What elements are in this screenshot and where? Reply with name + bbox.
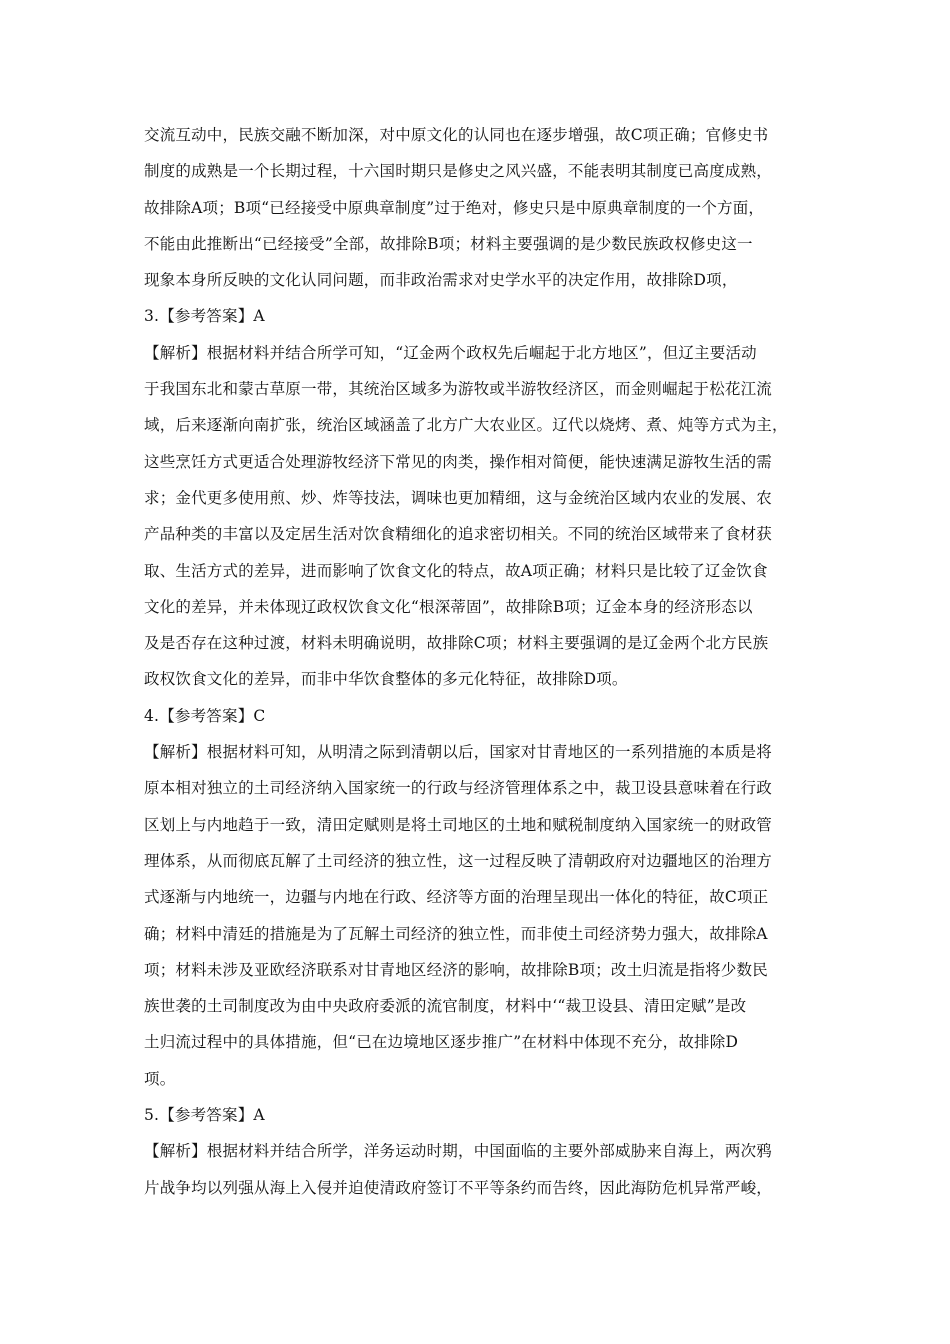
text-line: 式逐渐与内地统一，边疆与内地在行政、经济等方面的治理呈现出一体化的特征，故C项正: [144, 888, 769, 907]
text-line: 域，后来逐渐向南扩张，统治区域涵盖了北方广大农业区。辽代以烧烤、煮、炖等方式为主，: [144, 416, 788, 435]
text-line: 不能由此推断出“已经接受”全部，故排除B项；材料主要强调的是少数民族政权修史这一: [144, 234, 753, 253]
text-line: 片战争均以列强从海上入侵并迫使清政府签订不平等条约而告终，因此海防危机异常严峻，: [144, 1178, 773, 1197]
text-line: 区划上与内地趋于一致，清田定赋则是将土司地区的土地和赋税制度纳入国家统一的财政管: [144, 815, 773, 834]
text-line: 项。: [144, 1069, 176, 1088]
text-line: 文化的差异，并未体现辽政权饮食文化“根深蒂固”，故排除B项；辽金本身的经济形态以: [144, 597, 753, 616]
text-line: 项；材料未涉及亚欧经济联系对甘青地区经济的影响，故排除B项；改土归流是指将少数民: [144, 960, 768, 979]
text-line: 【解析】根据材料可知，从明清之际到清朝以后，国家对甘青地区的一系列措施的本质是将: [144, 743, 773, 762]
text-line: 政权饮食文化的差异，而非中华饮食整体的多元化特征，故排除D项。: [144, 670, 628, 689]
text-line: 这些烹饪方式更适合处理游牧经济下常见的肉类，操作相对简便，能快速满足游牧生活的需: [144, 452, 773, 471]
text-line: 及是否存在这种过渡，材料未明确说明，故排除C项；材料主要强调的是辽金两个北方民族: [144, 634, 769, 653]
text-line: 取、生活方式的差异，进而影响了饮食文化的特点，故A项正确；材料只是比较了辽金饮食: [144, 561, 768, 580]
text-line: 族世袭的土司制度改为由中央政府委派的流官制度，材料中‘“裁卫设县、清田定赋”是改: [144, 997, 747, 1016]
text-line: 交流互动中，民族交融不断加深，对中原文化的认同也在逐步增强，故C项正确；官修史书: [144, 126, 769, 144]
text-line: 原本相对独立的土司经济纳入国家统一的行政与经济管理体系之中，裁卫设县意味着在行政: [144, 779, 773, 798]
text-line: 【解析】根据材料并结合所学，洋务运动时期，中国面临的主要外部威胁来自海上，两次鸦: [144, 1142, 773, 1161]
text-line: 土归流过程中的具体措施，但“已在边境地区逐步推广”在材料中体现不充分，故排除D: [144, 1033, 739, 1052]
text-line: 制度的成熟是一个长期过程，十六国时期只是修史之风兴盛，不能表明其制度已高度成熟，: [144, 162, 773, 181]
text-line: 【解析】根据材料并结合所学可知，“辽金两个政权先后崛起于北方地区”，但辽主要活动: [144, 343, 757, 362]
text-line: 求；金代更多使用煎、炒、炸等技法，调味也更加精细，这与金统治区域内农业的发展、农: [144, 488, 773, 507]
document-page: [144, 117, 808, 1206]
text-line: 产品种类的丰富以及定居生活对饮食精细化的追求密切相关。不同的统治区域带来了食材获: [144, 525, 773, 544]
answer-heading-5: 5.【参考答案】A: [144, 1106, 265, 1125]
answer-heading-3: 3.【参考答案】A: [144, 307, 265, 326]
text-line: 确；材料中清廷的措施是为了瓦解土司经济的独立性，而非使土司经济势力强大，故排除A: [144, 924, 768, 943]
text-line: 故排除A项；B项“已经接受中原典章制度”过于绝对，修史只是中原典章制度的一个方面，: [144, 198, 765, 217]
answer-heading-4: 4.【参考答案】C: [144, 706, 266, 725]
text-line: 理体系，从而彻底瓦解了土司经济的独立性，这一过程反映了清朝政府对边疆地区的治理方: [144, 851, 773, 870]
text-line: 现象本身所反映的文化认同问题，而非政治需求对史学水平的决定作用，故排除D项，: [144, 271, 738, 290]
text-line: 于我国东北和蒙古草原一带，其统治区域多为游牧或半游牧经济区，而金则崛起于松花江流: [144, 380, 773, 399]
